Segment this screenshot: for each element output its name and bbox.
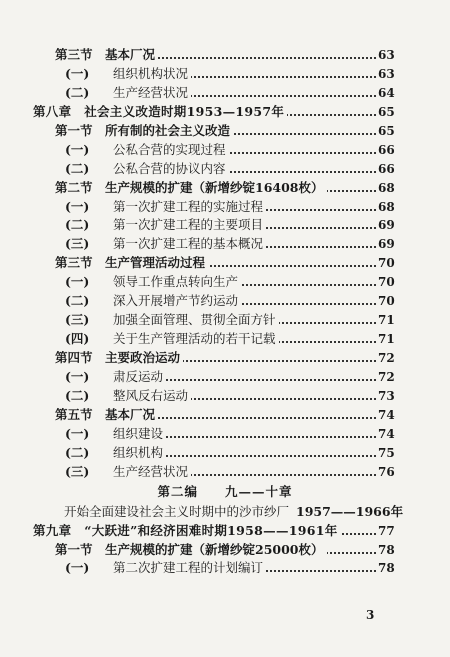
toc-entry-label: 公私合营的协议内容 [113, 160, 226, 176]
toc-item-number: (三) [65, 236, 90, 252]
toc-item [0, 160, 450, 179]
toc-entry-text [33, 103, 287, 122]
toc-item [0, 311, 450, 330]
toc-entry-label: 第一次扩建工程的实施过程 [113, 198, 264, 214]
toc-item-number: (一) [65, 198, 90, 214]
toc-page-number: 70 [378, 256, 395, 271]
toc-entry-label: 第八章 社会主义改造时期1953—1957年 [33, 103, 285, 119]
toc-entry-text [65, 330, 279, 349]
toc-item [0, 273, 450, 292]
toc-item-number: (三) [65, 463, 90, 479]
toc-entry-label: 加强全面管理、贯彻全面方针 [113, 312, 276, 328]
toc-entry-text [33, 522, 341, 541]
toc-entry-label: 生产经营状况 [113, 84, 189, 100]
toc-item [0, 425, 450, 444]
toc-page-number: 69 [378, 237, 395, 252]
toc-entry-label: 第一节 所有制的社会主义改造 [55, 122, 231, 138]
toc-page-number: 65 [378, 104, 395, 119]
toc-entry-label: 第九章 “大跃进”和经济困难时期1958——1961年 [33, 522, 338, 538]
toc-entry-text [65, 292, 241, 311]
toc-entry-label: 组织机构状况 [113, 65, 189, 81]
toc-item [0, 387, 450, 406]
toc-entry-label: 第一节 生产规模的扩建（新增纱锭25000枚） [55, 541, 324, 557]
toc-entry-label: 第五节 基本厂况 [55, 406, 156, 422]
toc-page-number: 63 [378, 48, 395, 62]
toc-item [0, 463, 450, 482]
toc-item-number: (四) [65, 331, 90, 347]
period-banner-years: 1957——1966年 [296, 503, 404, 519]
toc-page-number: 74 [378, 426, 395, 441]
toc-entry-label: 第三节 基本厂况 [55, 47, 156, 62]
period-banner-text: 开始全面建设社会主义时期中的沙市纱厂 [64, 503, 290, 519]
toc-page-number: 75 [378, 445, 395, 460]
toc-item-number: (三) [65, 312, 90, 328]
toc-entry-text [55, 179, 327, 198]
toc-item-number: (一) [65, 141, 90, 157]
toc-entry-text [65, 273, 241, 292]
toc-item [0, 559, 450, 578]
toc-entry-text [65, 235, 266, 254]
toc-page-number: 74 [378, 407, 395, 422]
toc-entry-text [55, 254, 208, 273]
toc-entry-label: 整风反右运动 [113, 387, 189, 403]
toc-page-number: 69 [378, 218, 395, 233]
toc-section [0, 179, 450, 198]
toc-page-number: 70 [378, 275, 395, 290]
page-number: 3 [366, 608, 375, 622]
toc-entry-text [55, 541, 327, 560]
toc-page-number: 65 [378, 123, 395, 138]
toc-page-number: 72 [378, 351, 395, 365]
toc-item [0, 292, 450, 311]
toc-entry-label: 第三节 生产管理活动过程 [55, 255, 206, 271]
toc-item-number: (二) [65, 84, 90, 100]
toc-item-number: (一) [65, 425, 90, 441]
toc-item-number: (二) [65, 160, 90, 176]
toc-item [0, 330, 450, 349]
toc-item [0, 141, 450, 160]
toc-item-number: (二) [65, 387, 90, 403]
toc-entry-label: 第一次扩建工程的主要项目 [113, 217, 264, 233]
toc-page-number: 66 [378, 142, 395, 157]
toc-entry-text [55, 349, 183, 368]
period-banner [0, 502, 450, 522]
toc-page-number: 64 [378, 85, 395, 100]
toc-entry-text [65, 425, 166, 444]
toc-list-a [0, 46, 450, 482]
toc-entry-label: 第二节 生产规模的扩建（新增纱锭16408枚） [55, 179, 324, 195]
toc-item [0, 444, 450, 463]
part-title: 第二编 九——十章 [157, 483, 293, 499]
toc-entry-text [65, 65, 191, 84]
toc-chapter [0, 103, 450, 122]
toc-entry-label: 组织机构 [113, 444, 164, 460]
toc-item-number: (一) [65, 560, 90, 576]
toc-page-number: 77 [378, 523, 395, 538]
toc-entry-text [65, 559, 266, 578]
toc-section [0, 46, 450, 65]
toc-entry-text [65, 216, 266, 235]
toc-item-number: (一) [65, 65, 90, 81]
toc-entry-text [65, 444, 166, 463]
toc-page-number: 68 [378, 180, 395, 195]
toc-page-number: 78 [378, 561, 395, 576]
toc-entry-text [55, 406, 158, 425]
toc-entry-text [65, 160, 229, 179]
toc-chapter [0, 522, 450, 541]
toc-page-number: 76 [378, 464, 395, 479]
toc-page-number: 66 [378, 161, 395, 176]
toc-entry-label: 肃反运动 [113, 368, 164, 384]
toc-item [0, 84, 450, 103]
toc-entry-text [55, 122, 233, 141]
toc-page-number: 72 [378, 369, 395, 384]
toc-entry-text [65, 141, 229, 160]
toc-item-number: (二) [65, 217, 90, 233]
toc-page-number: 68 [378, 199, 395, 214]
toc-item-number: (一) [65, 368, 90, 384]
toc-item [0, 198, 450, 217]
toc-entry-text [65, 198, 266, 217]
toc-entry-text [55, 46, 158, 65]
toc-entry-label: 深入开展增产节约运动 [113, 293, 239, 309]
toc-entry-label: 生产经营状况 [113, 463, 189, 479]
toc-entry-label: 领导工作重点转向生产 [113, 274, 239, 290]
toc-item [0, 65, 450, 84]
toc-entry-label: 组织建设 [113, 425, 164, 441]
toc-entry-text [65, 463, 191, 482]
toc-page-number: 63 [378, 66, 395, 81]
toc-page-number: 78 [378, 542, 395, 557]
toc-page-number: 71 [378, 313, 395, 328]
table-of-contents [0, 46, 450, 578]
toc-item-number: (一) [65, 274, 90, 290]
toc-item [0, 216, 450, 235]
toc-entry-label: 公私合营的实现过程 [113, 141, 226, 157]
toc-section [0, 254, 450, 273]
toc-item [0, 235, 450, 254]
toc-list-b [0, 522, 450, 579]
toc-entry-label: 第一次扩建工程的基本概况 [113, 236, 264, 252]
toc-entry-text [65, 387, 191, 406]
toc-item-number: (二) [65, 293, 90, 309]
toc-page-number: 71 [378, 332, 395, 347]
toc-entry-text [65, 311, 279, 330]
toc-page-number: 70 [378, 294, 395, 309]
toc-entry-label: 第四节 主要政治运动 [55, 350, 181, 365]
toc-entry-text [65, 84, 191, 103]
toc-page-number: 73 [378, 388, 395, 403]
toc-item-number: (二) [65, 444, 90, 460]
toc-section [0, 122, 450, 141]
toc-entry-label: 关于生产管理活动的若干记载 [113, 331, 276, 347]
toc-section [0, 349, 450, 368]
toc-section [0, 541, 450, 560]
toc-item [0, 368, 450, 387]
toc-entry-text [65, 368, 166, 387]
toc-section [0, 406, 450, 425]
toc-entry-label: 第二次扩建工程的计划编订 [113, 560, 264, 576]
